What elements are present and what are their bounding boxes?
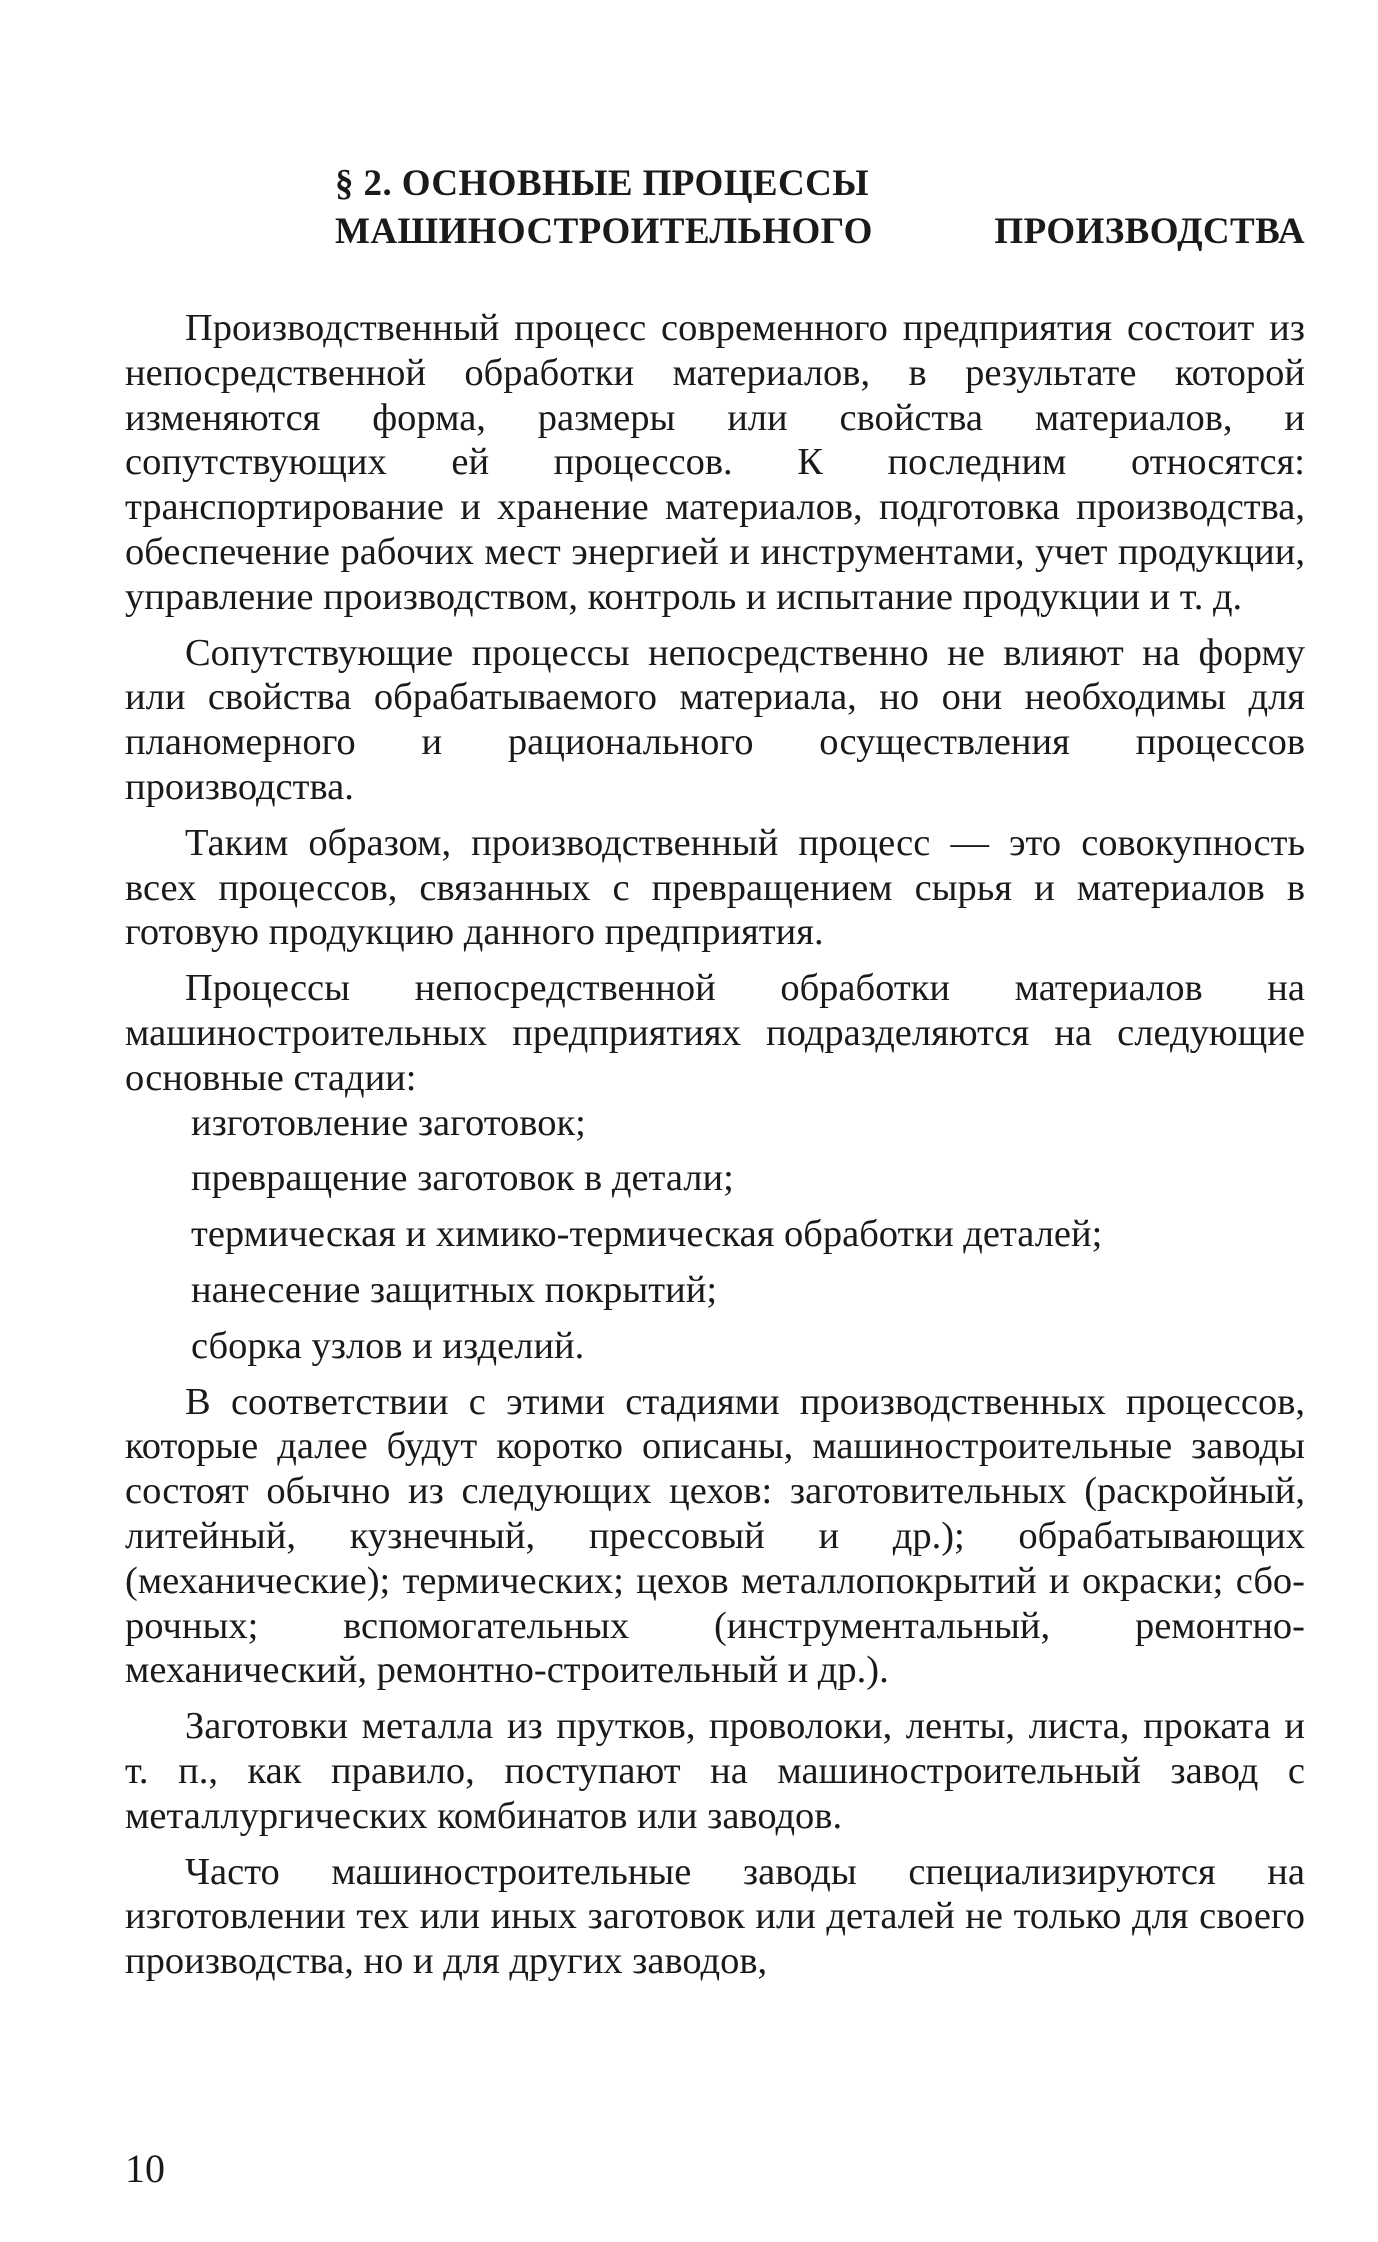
stage-item-assembly: сборка узлов и изделий.	[191, 1324, 585, 1367]
heading-line-2: МАШИНОСТРОИТЕЛЬНОГО ПРОИЗВОДСТВА	[335, 211, 1305, 252]
paragraph-auxiliary-processes: Сопутствующие процессы непосредственно не влияют на форму или свойства обрабатываемого материала, но они необходимы для планомерного и рационального осуществления процессов производства.	[125, 631, 1305, 808]
stage-item-heat-treatment: термическая и химико-термическая обработки деталей;	[191, 1213, 1103, 1256]
paragraph-production-process: Производственный процесс современного предприятия состоит из непосредственной обработки материалов, в результате которой изменяются форма, размеры или свойства материалов, и сопутствующих ей процессов. К последним относятся: транспортирование и хранение материалов, подготовка производства, обеспечение рабочих мест энергией и инструментами, учет продукции, управление производством, контроль и испытание продукции и т. д.	[125, 307, 1305, 618]
stage-item-parts: превращение заготовок в детали;	[191, 1157, 734, 1200]
paragraph-workshops: В соответствии с этими стадиями производственных процессов, которые далее будут коротко описаны, машиностроительные заводы состоят обычно из следующих цехов: заготовительных (раскройный, литейный, кузнечный, прессовый и др.); обрабатывающих (механические); термических; цехов металлопокрытий и окраски; сборочных; вспомогательных (инструментальный, ремонтно-механический, ремонтно-строительный и др.).	[125, 1380, 1305, 1692]
page-number: 10	[125, 2146, 165, 2191]
paragraph-stages-intro: Процессы непосредственной обработки материалов на машиностроительных предприятиях подразделяются на следующие основные стадии:	[125, 967, 1305, 1099]
paragraph-metal-blanks: Заготовки металла из прутков, проволоки, ленты, листа, проката и т. п., как правило, поступают на машиностроительный завод с металлургических комбинатов или заводов.	[125, 1705, 1305, 1837]
paragraph-specialization: Часто машиностроительные заводы специализируются на изготовлении тех или иных заготовок или деталей не только для своего производства, но и для других заводов,	[125, 1850, 1305, 1983]
heading-line-1: § 2. ОСНОВНЫЕ ПРОЦЕССЫ	[335, 163, 869, 204]
page-content	[125, 160, 1305, 1984]
section-heading	[125, 160, 1305, 256]
stage-item-coatings: нанесение защитных покрытий;	[191, 1268, 718, 1311]
stage-item-blanks: изготовление заготовок;	[191, 1101, 586, 1144]
paragraph-definition: Таким образом, производственный процесс — это совокупность всех процессов, связанных с превращением сырья и материалов в готовую продукцию данного предприятия.	[125, 821, 1305, 954]
